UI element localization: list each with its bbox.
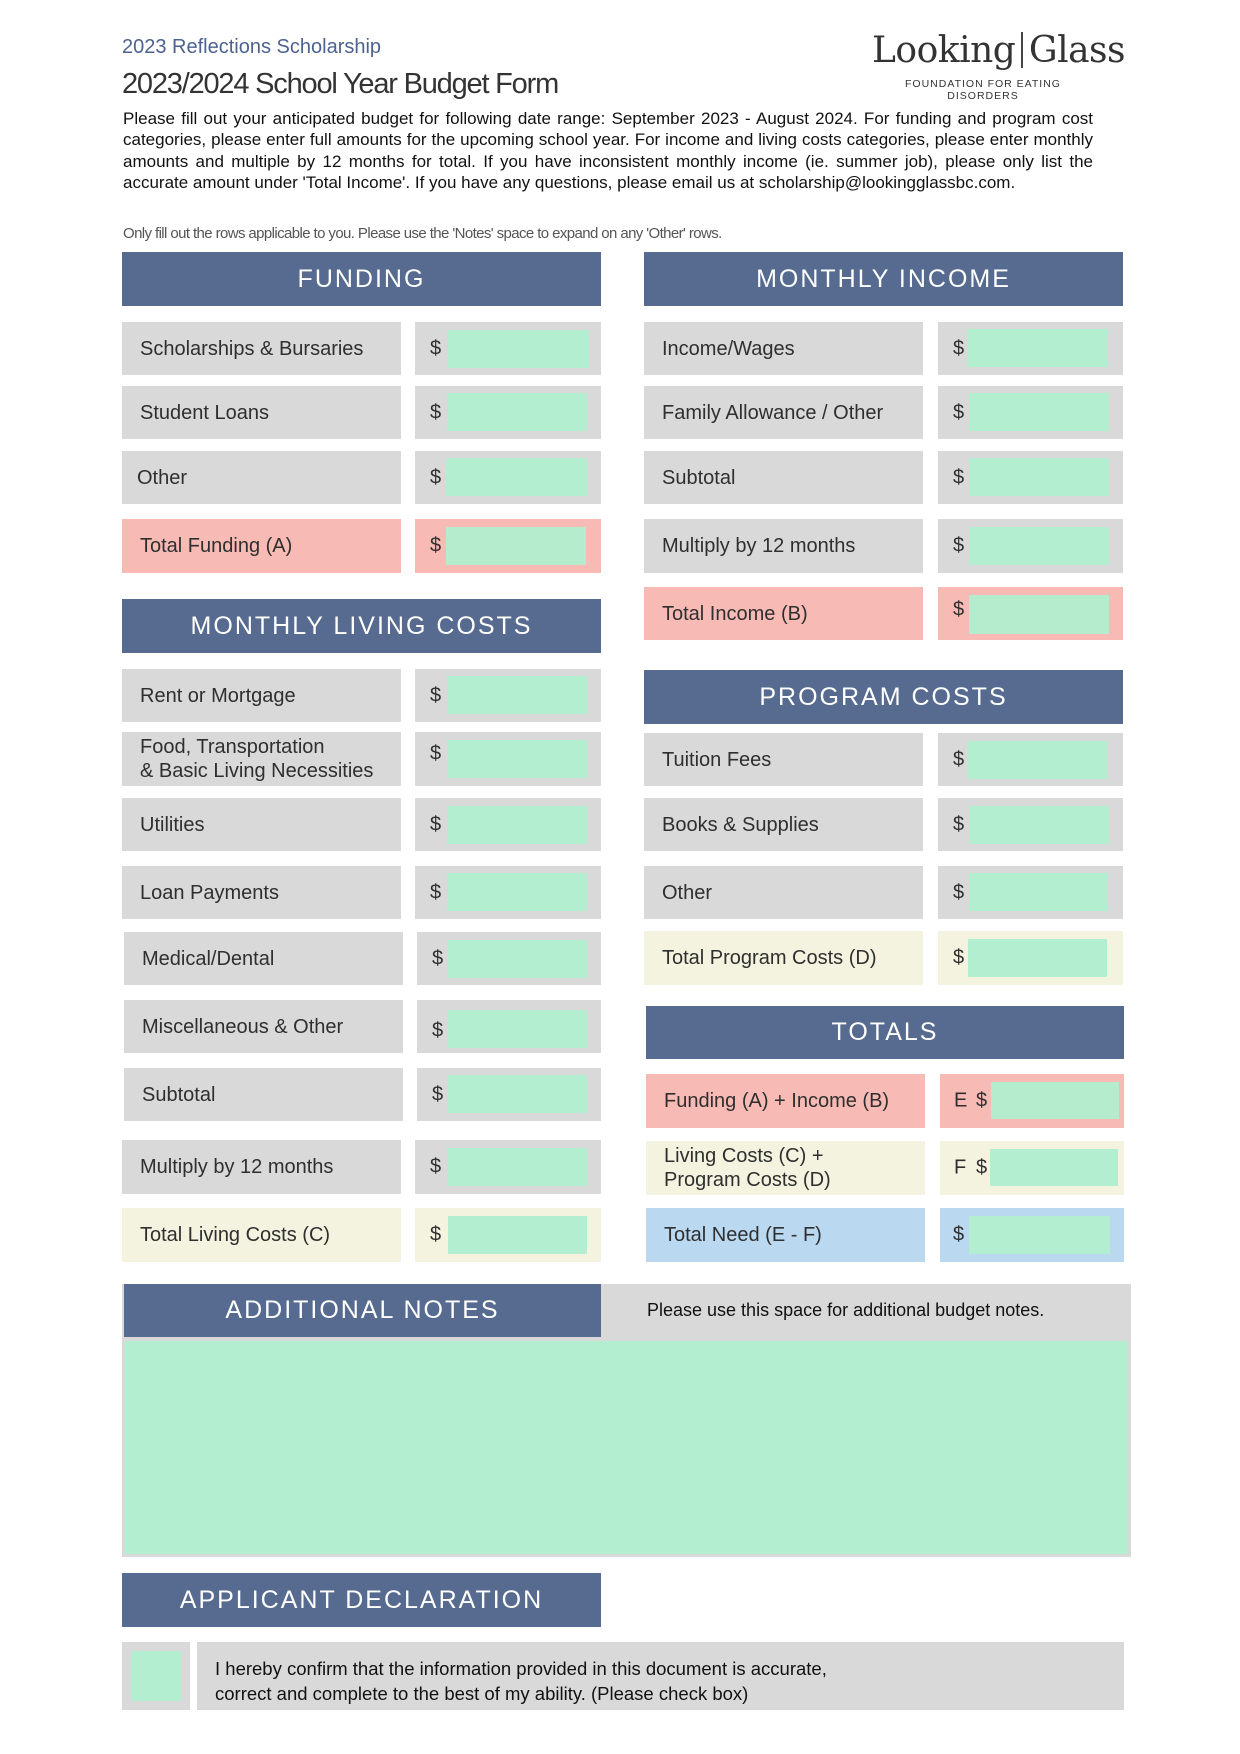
currency-symbol: $ [953,748,965,770]
totals-label-living-program: Living Costs (C) + Program Costs (D) [646,1141,925,1195]
logo-divider [1021,32,1023,68]
income-multiply-input[interactable] [969,527,1109,565]
funding-label-total: Total Funding (A) [122,519,401,573]
living-loan-payments-input[interactable] [447,873,587,911]
totals-value-total-need [940,1208,1124,1262]
living-utilities-input[interactable] [447,806,587,844]
funding-scholarships-input[interactable] [447,330,589,368]
program-value-books [938,798,1123,851]
program-value-total [938,931,1123,985]
logo-word-right: Glass [1028,30,1125,71]
declaration-header: APPLICANT DECLARATION [122,1573,601,1627]
currency-symbol: $ [430,466,442,488]
declaration-checkbox-frame [122,1642,190,1710]
living-subtotal-input[interactable] [448,1075,587,1113]
living-label-utilities: Utilities [122,798,401,851]
living-label-loan-payments: Loan Payments [122,866,401,919]
totals-value-e [940,1074,1124,1128]
currency-symbol: $ [432,1083,444,1105]
notes-textarea[interactable] [125,1341,1128,1554]
income-label-wages: Income/Wages [644,322,923,375]
notes-hint: Please use this space for additional budget notes. [601,1284,1131,1337]
totals-value-f [940,1141,1124,1195]
instructions-paragraph: Please fill out your anticipated budget for following date range: September 2023 - August 2024. For funding and program cost categories, please enter full amounts for the upcoming school year. For income and living costs categories, please enter monthly amounts and multiple by 12 months for total. If you have inconsistent monthly income (ie. summer job), please only list the accurate amount under 'Total Income'. If you have any questions, please email us at scholarship@lookingglassbc.com. [123,109,1093,193]
currency-symbol: $ [953,401,965,423]
declaration-checkbox[interactable] [131,1651,181,1701]
living-costs-header: MONTHLY LIVING COSTS [122,599,601,653]
living-label-subtotal: Subtotal [124,1068,403,1121]
income-label-total: Total Income (B) [644,587,923,640]
form-title: 2023/2024 School Year Budget Form [122,68,559,100]
funding-total-input[interactable] [446,527,586,565]
living-label-medical: Medical/Dental [124,932,403,985]
income-wages-input[interactable] [967,329,1108,367]
income-value-multiply [938,519,1123,573]
funding-label-other: Other [122,451,401,504]
income-label-multiply: Multiply by 12 months [644,519,923,573]
program-label-total: Total Program Costs (D) [644,931,923,985]
currency-symbol: $ [953,337,965,359]
income-label-family: Family Allowance / Other [644,386,923,439]
living-value-loan-payments [415,866,601,919]
currency-symbol: $ [432,947,444,969]
logo-word-left: Looking [872,30,1016,71]
funding-value-scholarships [415,322,601,375]
currency-symbol: $ [430,881,442,903]
currency-symbol: $ [432,1019,444,1042]
living-medical-input[interactable] [448,940,587,978]
program-value-other [938,866,1123,919]
income-total-input[interactable] [969,595,1109,634]
currency-symbol: $ [430,401,442,423]
income-value-total [938,587,1123,640]
currency-symbol: $ [430,534,442,557]
totals-total-need-input[interactable] [969,1216,1110,1254]
currency-symbol: $ [953,946,965,969]
income-value-family [938,386,1123,439]
instructions-note: Only fill out the rows applicable to you. Please use the 'Notes' space to expand on any 'Other' rows. [123,225,722,242]
living-value-medical [417,932,601,985]
income-family-input[interactable] [969,393,1109,431]
income-label-subtotal: Subtotal [644,451,923,504]
logo-tagline: FOUNDATION FOR EATING DISORDERS [905,78,1061,102]
currency-symbol: $ [430,337,442,359]
program-other-input[interactable] [969,873,1108,911]
funding-header: FUNDING [122,252,601,306]
program-label-other: Other [644,866,923,919]
program-value-tuition [938,733,1123,786]
currency-symbol: $ [953,598,965,621]
funding-other-input[interactable] [446,458,587,496]
living-value-multiply [415,1140,601,1194]
currency-symbol: $ [976,1156,988,1179]
currency-symbol: $ [430,742,442,765]
currency-symbol: $ [953,466,965,488]
living-label-rent: Rent or Mortgage [122,669,401,722]
currency-symbol: $ [953,813,965,835]
currency-symbol: $ [953,881,965,903]
living-value-misc [417,1000,601,1053]
funding-loans-input[interactable] [447,393,587,431]
currency-symbol: $ [953,1223,965,1246]
program-books-input[interactable] [969,806,1109,844]
totals-f-input[interactable] [990,1149,1118,1186]
totals-label-funding-income: Funding (A) + Income (B) [646,1074,925,1128]
currency-symbol: $ [953,534,965,557]
program-label-tuition: Tuition Fees [644,733,923,786]
funding-label-loans: Student Loans [122,386,401,439]
living-label-food: Food, Transportation & Basic Living Necessities [122,732,401,786]
funding-label-scholarships: Scholarships & Bursaries [122,322,401,375]
funding-value-loans [415,386,601,439]
living-rent-input[interactable] [447,676,587,714]
logo [872,30,1125,71]
living-label-misc: Miscellaneous & Other [124,1000,403,1053]
totals-letter-f: F [954,1156,967,1179]
income-value-subtotal [938,451,1123,504]
declaration-text: I hereby confirm that the information provided in this document is accurate, correct and complete to the best of my ability. (Please check box) [197,1642,1124,1710]
notes-header: ADDITIONAL NOTES [124,1284,601,1337]
living-value-total [415,1208,601,1262]
funding-value-total [415,519,601,573]
living-value-food [415,732,601,786]
totals-label-total-need: Total Need (E - F) [646,1208,925,1262]
living-label-multiply: Multiply by 12 months [122,1140,401,1194]
living-label-total: Total Living Costs (C) [122,1208,401,1262]
program-costs-header: PROGRAM COSTS [644,670,1123,724]
currency-symbol: $ [430,1223,442,1246]
living-value-rent [415,669,601,722]
currency-symbol: $ [430,684,442,706]
currency-symbol: $ [430,813,442,835]
totals-e-input[interactable] [991,1082,1119,1119]
living-value-utilities [415,798,601,851]
income-value-wages [938,322,1123,375]
form-subtitle: 2023 Reflections Scholarship [122,36,382,58]
income-header: MONTHLY INCOME [644,252,1123,306]
living-food-input[interactable] [447,740,587,778]
currency-symbol: $ [430,1155,442,1178]
totals-header: TOTALS [646,1006,1124,1059]
living-misc-input[interactable] [448,1010,587,1048]
program-tuition-input[interactable] [968,741,1108,779]
program-total-input[interactable] [968,939,1107,977]
living-total-input[interactable] [448,1216,587,1254]
totals-letter-e: E [954,1089,968,1112]
living-multiply-input[interactable] [447,1148,587,1186]
currency-symbol: $ [976,1089,988,1112]
funding-value-other [415,451,601,504]
living-value-subtotal [417,1068,601,1121]
income-subtotal-input[interactable] [969,458,1109,496]
program-label-books: Books & Supplies [644,798,923,851]
